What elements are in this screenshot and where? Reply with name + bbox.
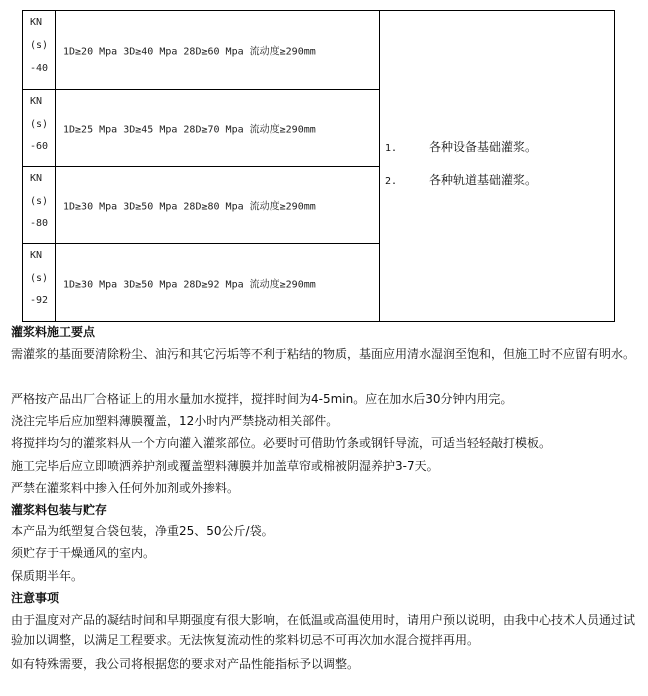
application-item: 2. 各种轨道基础灌浆。 [385, 173, 538, 187]
section-heading-notes: 注意事项 [11, 591, 60, 605]
spec-table [22, 10, 615, 322]
paragraph: 须贮存于干燥通风的室内。 [11, 546, 156, 560]
paragraph: 将搅拌均匀的灌浆料从一个方向灌入灌浆部位。必要时可借助竹条或钢钎导流，可适当轻轻敲打模板。 [11, 436, 552, 450]
product-code: KN (s) -60 [23, 90, 56, 166]
strength-spec: 1D≥30 Mpa 3D≥50 Mpa 28D≥92 Mpa 流动度≥290mm [63, 279, 316, 290]
product-code: KN (s) -80 [23, 167, 56, 243]
strength-spec: 1D≥30 Mpa 3D≥50 Mpa 28D≥80 Mpa 流动度≥290mm [63, 201, 316, 213]
section-heading-construction: 灌浆料施工要点 [11, 325, 96, 339]
table-row [23, 90, 379, 167]
paragraph: 本产品为纸塑复合袋包装，净重25、50公斤/袋。 [11, 524, 274, 538]
section-heading-packaging: 灌浆料包装与贮存 [11, 503, 108, 517]
table-row [23, 11, 379, 90]
application-item: 1. 各种设备基础灌浆。 [385, 140, 538, 154]
paragraph: 浇注完毕后应加塑料薄膜覆盖，12小时内严禁挠动相关部件。 [11, 414, 339, 428]
paragraph: 如有特殊需要，我公司将根据您的要求对产品性能指标予以调整。 [11, 657, 360, 671]
strength-spec: 1D≥20 Mpa 3D≥40 Mpa 28D≥60 Mpa 流动度≥290mm [63, 46, 316, 58]
paragraph: 严禁在灌浆料中掺入任何外加剂或外掺料。 [11, 481, 240, 495]
paragraph: 需灌浆的基面要清除粉尘、油污和其它污垢等不利于粘结的物质，基面应用清水湿润至饱和，但施工时不应留有明水。 [11, 347, 636, 361]
product-code: KN (s) -40 [23, 11, 56, 89]
product-code: KN (s) -92 [23, 244, 56, 321]
paragraph: 保质期半年。 [11, 569, 84, 583]
table-row [23, 244, 379, 321]
paragraph: 由于温度对产品的凝结时间和早期强度有很大影响，在低温或高温使用时，请用户预以说明，由我中心技术人员通过试验加以调整，以满足工程要求。无法恢复流动性的浆料切忌不可再次加水混合搅拌再用。 [11, 613, 636, 647]
applications-cell [379, 11, 614, 321]
paragraph: 严格按产品出厂合格证上的用水量加水搅拌，搅拌时间为4-5min。应在加水后30分钟内用完。 [11, 392, 513, 406]
strength-spec: 1D≥25 Mpa 3D≥45 Mpa 28D≥70 Mpa 流动度≥290mm [63, 124, 316, 136]
paragraph: 施工完毕后应立即喷洒养护剂或覆盖塑料薄膜并加盖草帘或棉被阴湿养护3-7天。 [11, 459, 439, 473]
table-row [23, 167, 379, 244]
